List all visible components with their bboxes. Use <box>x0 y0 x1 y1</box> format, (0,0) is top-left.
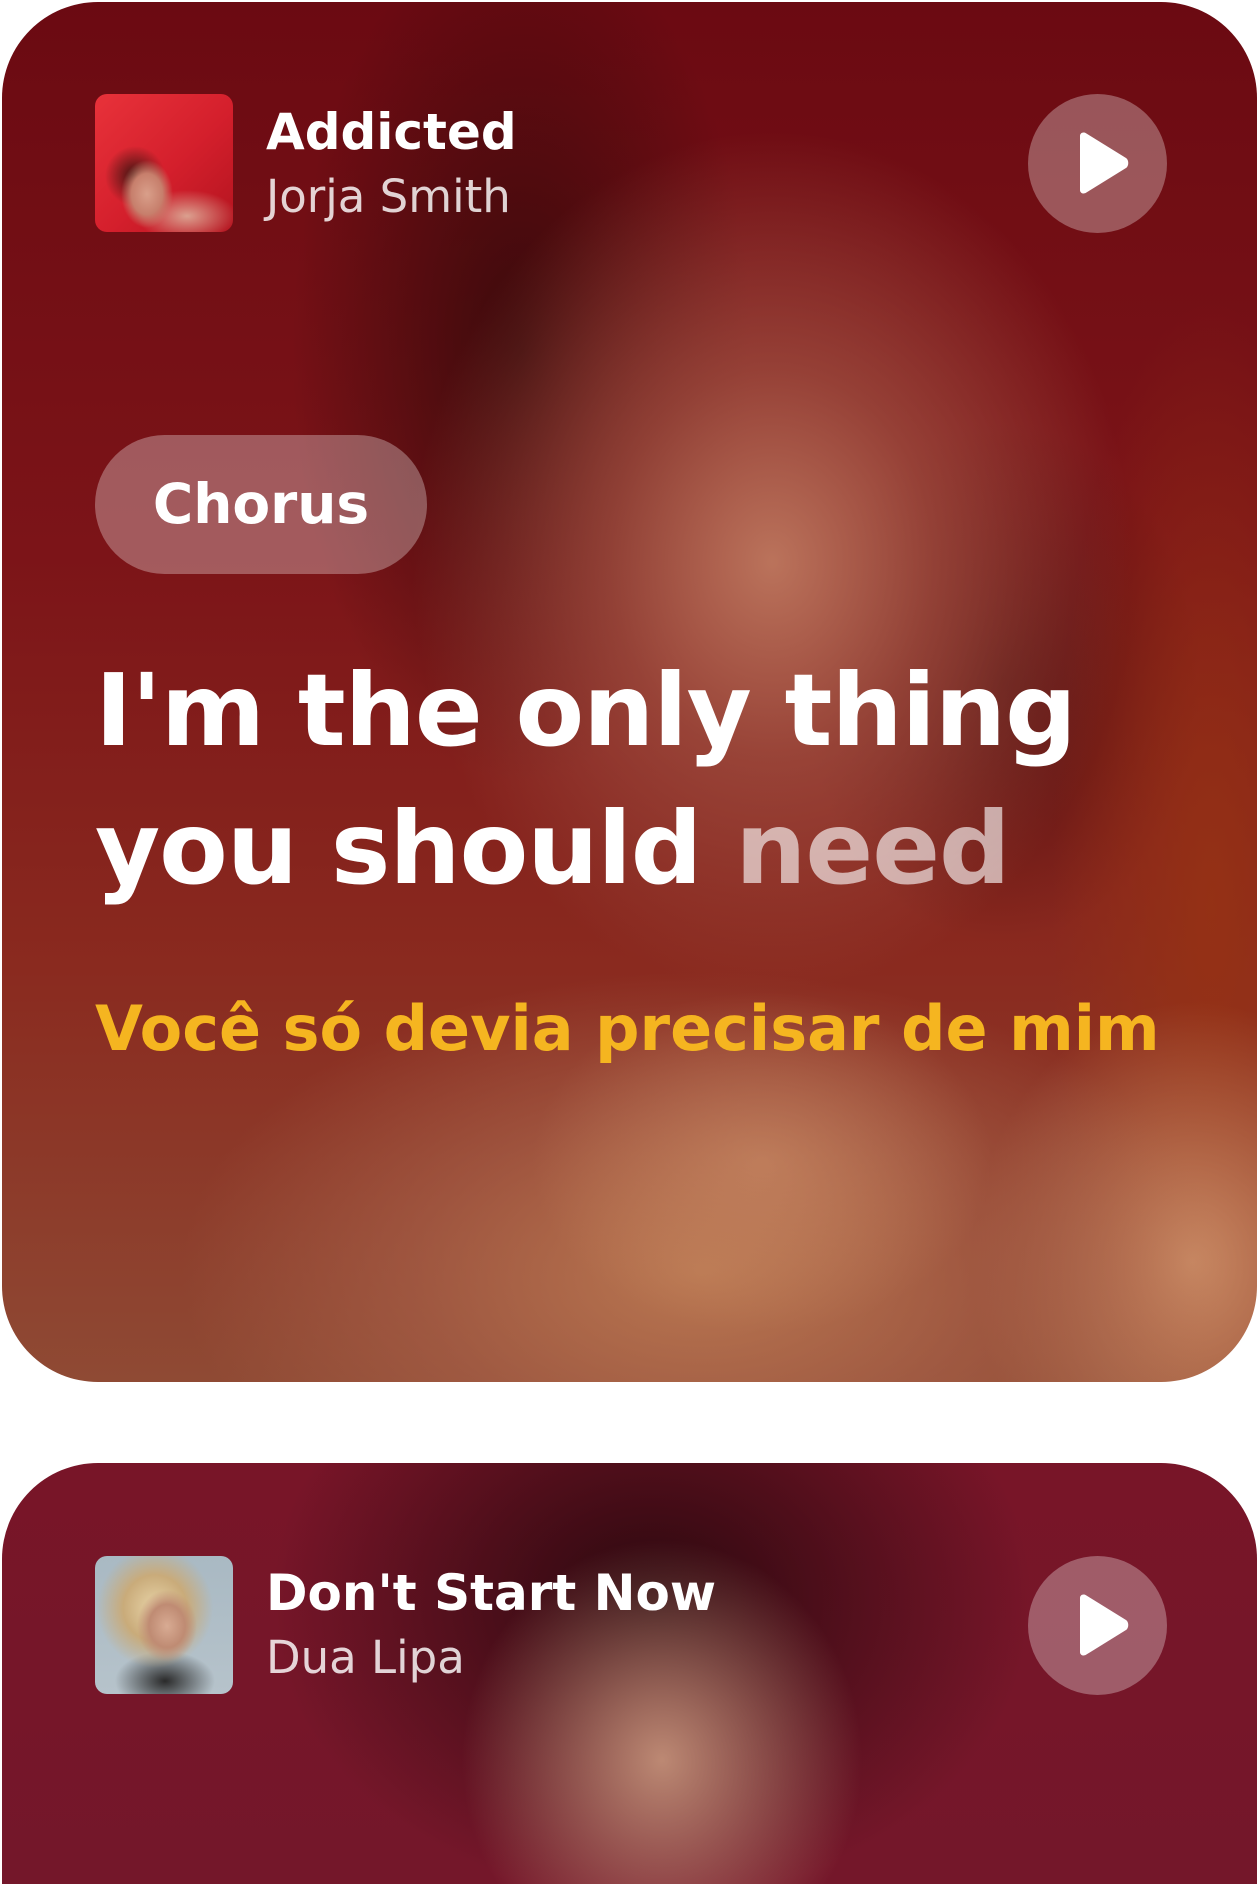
artist-name: Dua Lipa <box>266 1631 465 1684</box>
section-label: Chorus <box>95 435 427 574</box>
lyric-sung: I'm the only thing you should <box>95 652 1076 907</box>
lyric-upcoming: need <box>735 790 1010 907</box>
play-button[interactable] <box>1028 94 1167 233</box>
album-art <box>95 1556 233 1694</box>
song-title: Don't Start Now <box>266 1564 717 1622</box>
lyric-translation: Você só devia precisar de mim <box>95 992 1160 1065</box>
lyrics-card-addicted[interactable] <box>2 2 1257 1382</box>
lyrics-card-dont-start-now[interactable] <box>2 1463 1257 1884</box>
album-art <box>95 94 233 232</box>
song-title: Addicted <box>266 103 517 161</box>
play-icon <box>1072 132 1130 194</box>
play-icon <box>1072 1594 1130 1656</box>
current-lyric <box>95 642 1215 918</box>
artist-name: Jorja Smith <box>266 170 511 223</box>
play-button[interactable] <box>1028 1556 1167 1695</box>
